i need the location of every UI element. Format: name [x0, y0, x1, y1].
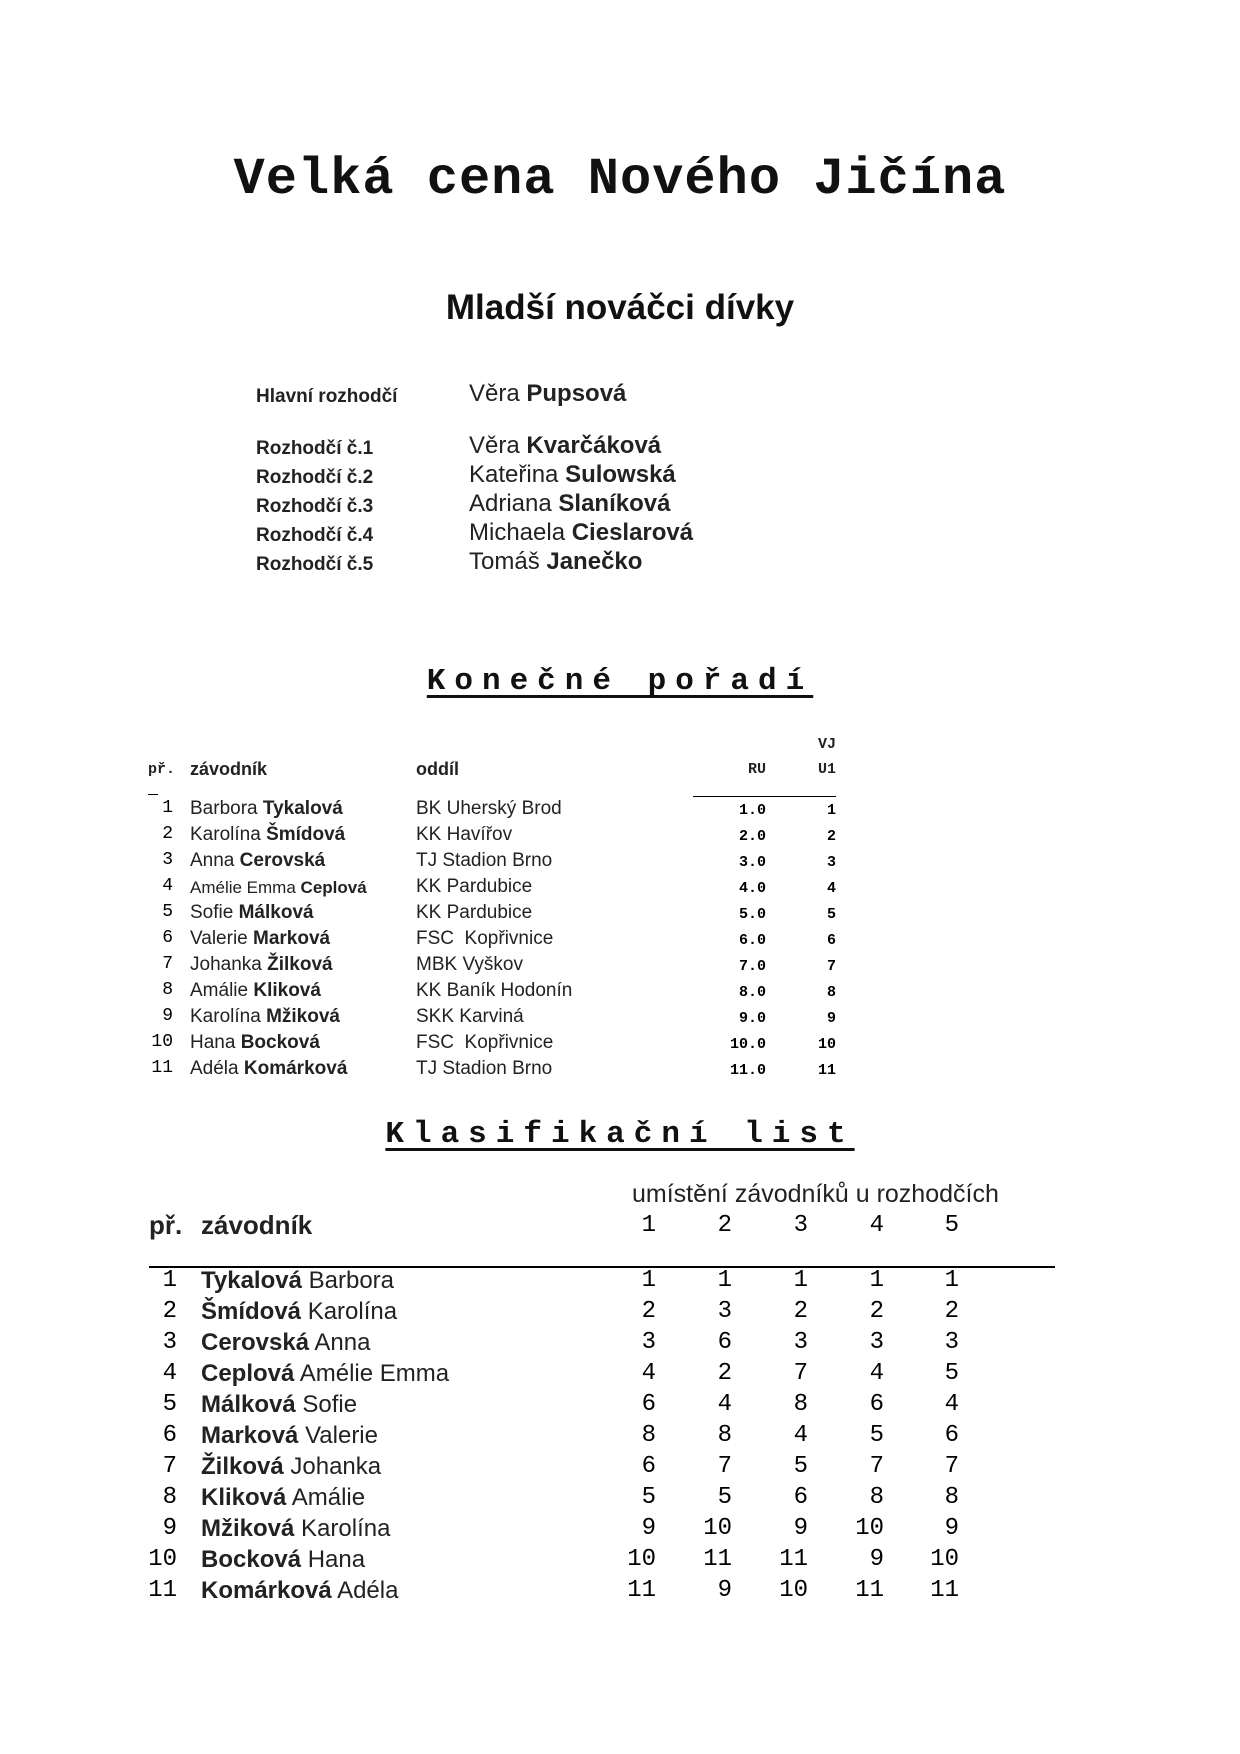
row-club: TJ Stadion Brno — [416, 850, 553, 871]
table-row — [0, 1515, 1240, 1546]
row-mark-judge-5: 8 — [944, 1484, 959, 1511]
judge-name: Adriana Slaníková — [469, 490, 671, 517]
row-mark-judge-3: 11 — [779, 1546, 808, 1573]
row-ru: 3.0 — [738, 854, 766, 871]
row-mark-judge-5: 5 — [944, 1360, 959, 1387]
row-mark-judge-1: 9 — [641, 1515, 656, 1542]
row-competitor: Barbora Tykalová — [190, 798, 343, 819]
classification-header — [0, 1210, 1240, 1246]
row-mark-judge-4: 1 — [869, 1267, 884, 1294]
row-competitor: Amálie Kliková — [190, 980, 321, 1001]
row-mark-judge-5: 7 — [944, 1453, 959, 1480]
row-mark-judge-1: 11 — [627, 1577, 656, 1604]
row-mark-judge-5: 3 — [944, 1329, 959, 1356]
row-competitor: Cerovská Anna — [201, 1329, 371, 1356]
row-mark-judge-2: 8 — [717, 1422, 732, 1449]
row-mark-judge-1: 8 — [641, 1422, 656, 1449]
row-mark-judge-5: 11 — [930, 1577, 959, 1604]
ranking-divider — [693, 796, 836, 797]
row-vj: 5 — [826, 906, 836, 923]
row-competitor: Amélie Emma Ceplová — [190, 878, 367, 897]
row-mark-judge-3: 1 — [793, 1267, 808, 1294]
header-vj-top: VJ — [817, 736, 836, 753]
table-row — [0, 876, 1240, 902]
header-club: oddíl — [416, 759, 459, 779]
header-judge-4: 4 — [869, 1212, 884, 1239]
judge-role: Rozhodčí č.3 — [256, 496, 374, 517]
row-mark-judge-2: 10 — [703, 1515, 732, 1542]
row-club: KK Baník Hodonín — [416, 980, 573, 1001]
row-ru: 6.0 — [738, 932, 766, 949]
row-ru: 9.0 — [738, 1010, 766, 1027]
header-dash — [148, 794, 158, 795]
row-competitor: Hana Bocková — [190, 1032, 320, 1053]
row-competitor: Bocková Hana — [201, 1546, 366, 1573]
row-mark-judge-3: 3 — [793, 1329, 808, 1356]
table-row — [0, 1577, 1240, 1608]
row-vj: 10 — [817, 1036, 836, 1053]
classification-heading: Klasifikační list — [385, 1117, 855, 1152]
header-ru: RU — [747, 761, 766, 778]
row-competitor: Johanka Žilková — [190, 954, 333, 975]
row-mark-judge-2: 7 — [717, 1453, 732, 1480]
row-competitor: Valerie Marková — [190, 928, 331, 949]
table-row — [0, 928, 1240, 954]
row-mark-judge-3: 4 — [793, 1422, 808, 1449]
row-mark-judge-4: 4 — [869, 1360, 884, 1387]
row-club: TJ Stadion Brno — [416, 1058, 553, 1079]
ranking-heading: Konečné pořadí — [426, 664, 814, 699]
header-place: př. — [149, 1210, 183, 1240]
row-competitor: Anna Cerovská — [190, 850, 326, 871]
judge-role: Rozhodčí č.2 — [256, 467, 374, 488]
row-place: 4 — [162, 876, 173, 896]
row-mark-judge-3: 9 — [793, 1515, 808, 1542]
row-mark-judge-1: 5 — [641, 1484, 656, 1511]
row-place: 2 — [162, 1298, 177, 1325]
ranking-table — [0, 798, 1240, 1088]
row-mark-judge-3: 2 — [793, 1298, 808, 1325]
judges-placement-label: umístění závodníků u rozhodčích — [632, 1180, 999, 1208]
row-club: SKK Karviná — [416, 1006, 524, 1027]
table-row — [0, 902, 1240, 928]
row-ru: 7.0 — [738, 958, 766, 975]
table-row — [0, 954, 1240, 980]
row-club: KK Pardubice — [416, 902, 533, 923]
row-place: 10 — [151, 1032, 173, 1052]
row-mark-judge-1: 6 — [641, 1453, 656, 1480]
table-row — [0, 1360, 1240, 1391]
row-place: 9 — [162, 1006, 173, 1026]
row-competitor: Komárková Adéla — [201, 1577, 399, 1604]
row-ru: 8.0 — [738, 984, 766, 1001]
row-place: 9 — [162, 1515, 177, 1542]
row-mark-judge-4: 11 — [855, 1577, 884, 1604]
table-row — [0, 1391, 1240, 1422]
row-vj: 11 — [817, 1062, 836, 1079]
row-place: 8 — [162, 1484, 177, 1511]
row-place: 3 — [162, 1329, 177, 1356]
row-place: 11 — [148, 1577, 177, 1604]
row-place: 1 — [162, 1267, 177, 1294]
row-vj: 9 — [826, 1010, 836, 1027]
row-place: 5 — [162, 902, 173, 922]
row-mark-judge-5: 4 — [944, 1391, 959, 1418]
row-ru: 1.0 — [738, 802, 766, 819]
row-mark-judge-1: 10 — [627, 1546, 656, 1573]
row-competitor: Karolína Šmídová — [190, 824, 346, 845]
row-competitor: Kliková Amálie — [201, 1484, 366, 1511]
row-mark-judge-4: 9 — [869, 1546, 884, 1573]
row-club: FSC Kopřivnice — [416, 928, 554, 949]
row-place: 5 — [162, 1391, 177, 1418]
row-mark-judge-2: 11 — [703, 1546, 732, 1573]
table-row — [0, 980, 1240, 1006]
row-mark-judge-2: 3 — [717, 1298, 732, 1325]
table-row — [0, 824, 1240, 850]
row-ru: 5.0 — [738, 906, 766, 923]
judge-name: Věra Pupsová — [469, 380, 627, 407]
row-place: 11 — [151, 1058, 173, 1078]
row-mark-judge-1: 1 — [641, 1267, 656, 1294]
table-row — [0, 1267, 1240, 1298]
row-vj: 4 — [826, 880, 836, 897]
row-place: 7 — [162, 1453, 177, 1480]
row-competitor: Žilková Johanka — [201, 1453, 382, 1480]
row-vj: 7 — [826, 958, 836, 975]
row-mark-judge-1: 2 — [641, 1298, 656, 1325]
row-place: 6 — [162, 928, 173, 948]
row-competitor: Marková Valerie — [201, 1422, 378, 1449]
row-competitor: Adéla Komárková — [190, 1058, 348, 1079]
judge-name: Věra Kvarčáková — [469, 432, 662, 459]
header-judge-3: 3 — [793, 1212, 808, 1239]
row-place: 1 — [162, 798, 173, 818]
row-mark-judge-4: 8 — [869, 1484, 884, 1511]
table-row — [0, 1298, 1240, 1329]
row-mark-judge-2: 1 — [717, 1267, 732, 1294]
row-competitor: Tykalová Barbora — [201, 1267, 395, 1294]
row-mark-judge-5: 6 — [944, 1422, 959, 1449]
row-place: 7 — [162, 954, 173, 974]
row-place: 6 — [162, 1422, 177, 1449]
header-place: př. — [148, 761, 176, 778]
row-ru: 11.0 — [729, 1062, 766, 1079]
row-mark-judge-3: 10 — [779, 1577, 808, 1604]
row-mark-judge-2: 9 — [717, 1577, 732, 1604]
row-mark-judge-3: 6 — [793, 1484, 808, 1511]
page-subtitle: Mladší nováčci dívky — [445, 288, 795, 327]
header-competitor: závodník — [201, 1210, 313, 1240]
table-row — [0, 1006, 1240, 1032]
row-competitor: Málková Sofie — [201, 1391, 358, 1418]
row-ru: 4.0 — [738, 880, 766, 897]
row-competitor: Karolína Mžiková — [190, 1006, 340, 1027]
classification-table — [0, 1267, 1240, 1617]
row-club: BK Uherský Brod — [416, 798, 562, 819]
row-place: 10 — [148, 1546, 177, 1573]
header-judge-2: 2 — [717, 1212, 732, 1239]
table-row — [0, 798, 1240, 824]
judge-role: Rozhodčí č.5 — [256, 554, 374, 575]
row-mark-judge-2: 2 — [717, 1360, 732, 1387]
row-mark-judge-4: 2 — [869, 1298, 884, 1325]
row-mark-judge-2: 5 — [717, 1484, 732, 1511]
row-vj: 3 — [826, 854, 836, 871]
row-vj: 8 — [826, 984, 836, 1001]
row-mark-judge-5: 10 — [930, 1546, 959, 1573]
table-row — [0, 850, 1240, 876]
row-vj: 2 — [826, 828, 836, 845]
row-mark-judge-4: 3 — [869, 1329, 884, 1356]
row-club: KK Pardubice — [416, 876, 533, 897]
row-mark-judge-5: 2 — [944, 1298, 959, 1325]
row-competitor: Sofie Málková — [190, 902, 314, 923]
header-judge-5: 5 — [944, 1212, 959, 1239]
header-vj-bottom: U1 — [817, 761, 836, 778]
judge-role: Hlavní rozhodčí — [256, 386, 398, 407]
row-mark-judge-4: 10 — [855, 1515, 884, 1542]
row-vj: 6 — [826, 932, 836, 949]
row-mark-judge-4: 5 — [869, 1422, 884, 1449]
row-mark-judge-1: 3 — [641, 1329, 656, 1356]
header-judge-1: 1 — [641, 1212, 656, 1239]
row-mark-judge-3: 8 — [793, 1391, 808, 1418]
row-mark-judge-1: 6 — [641, 1391, 656, 1418]
row-ru: 2.0 — [738, 828, 766, 845]
ranking-header — [0, 733, 1240, 793]
row-mark-judge-2: 6 — [717, 1329, 732, 1356]
row-vj: 1 — [826, 802, 836, 819]
row-place: 2 — [162, 824, 173, 844]
judge-name: Kateřina Sulowská — [469, 461, 676, 488]
row-place: 3 — [162, 850, 173, 870]
row-competitor: Šmídová Karolína — [201, 1298, 398, 1325]
table-row — [0, 1453, 1240, 1484]
row-competitor: Mžiková Karolína — [201, 1515, 391, 1542]
table-row — [0, 1032, 1240, 1058]
header-competitor: závodník — [190, 759, 268, 779]
row-mark-judge-2: 4 — [717, 1391, 732, 1418]
row-club: KK Havířov — [416, 824, 513, 845]
row-mark-judge-3: 5 — [793, 1453, 808, 1480]
judge-role: Rozhodčí č.4 — [256, 525, 374, 546]
page-title: Velká cena Nového Jičína — [233, 150, 1007, 209]
row-club: MBK Vyškov — [416, 954, 523, 975]
row-mark-judge-3: 7 — [793, 1360, 808, 1387]
judge-role: Rozhodčí č.1 — [256, 438, 374, 459]
row-mark-judge-4: 6 — [869, 1391, 884, 1418]
row-competitor: Ceplová Amélie Emma — [201, 1360, 450, 1387]
row-mark-judge-1: 4 — [641, 1360, 656, 1387]
row-mark-judge-4: 7 — [869, 1453, 884, 1480]
judge-name: Michaela Cieslarová — [469, 519, 694, 546]
row-club: FSC Kopřivnice — [416, 1032, 554, 1053]
row-ru: 10.0 — [729, 1036, 766, 1053]
table-row — [0, 1422, 1240, 1453]
table-row — [0, 1058, 1240, 1084]
table-row — [0, 1546, 1240, 1577]
row-place: 4 — [162, 1360, 177, 1387]
judge-name: Tomáš Janečko — [469, 548, 643, 575]
row-mark-judge-5: 9 — [944, 1515, 959, 1542]
row-mark-judge-5: 1 — [944, 1267, 959, 1294]
table-row — [0, 1484, 1240, 1515]
table-row — [0, 1329, 1240, 1360]
row-place: 8 — [162, 980, 173, 1000]
